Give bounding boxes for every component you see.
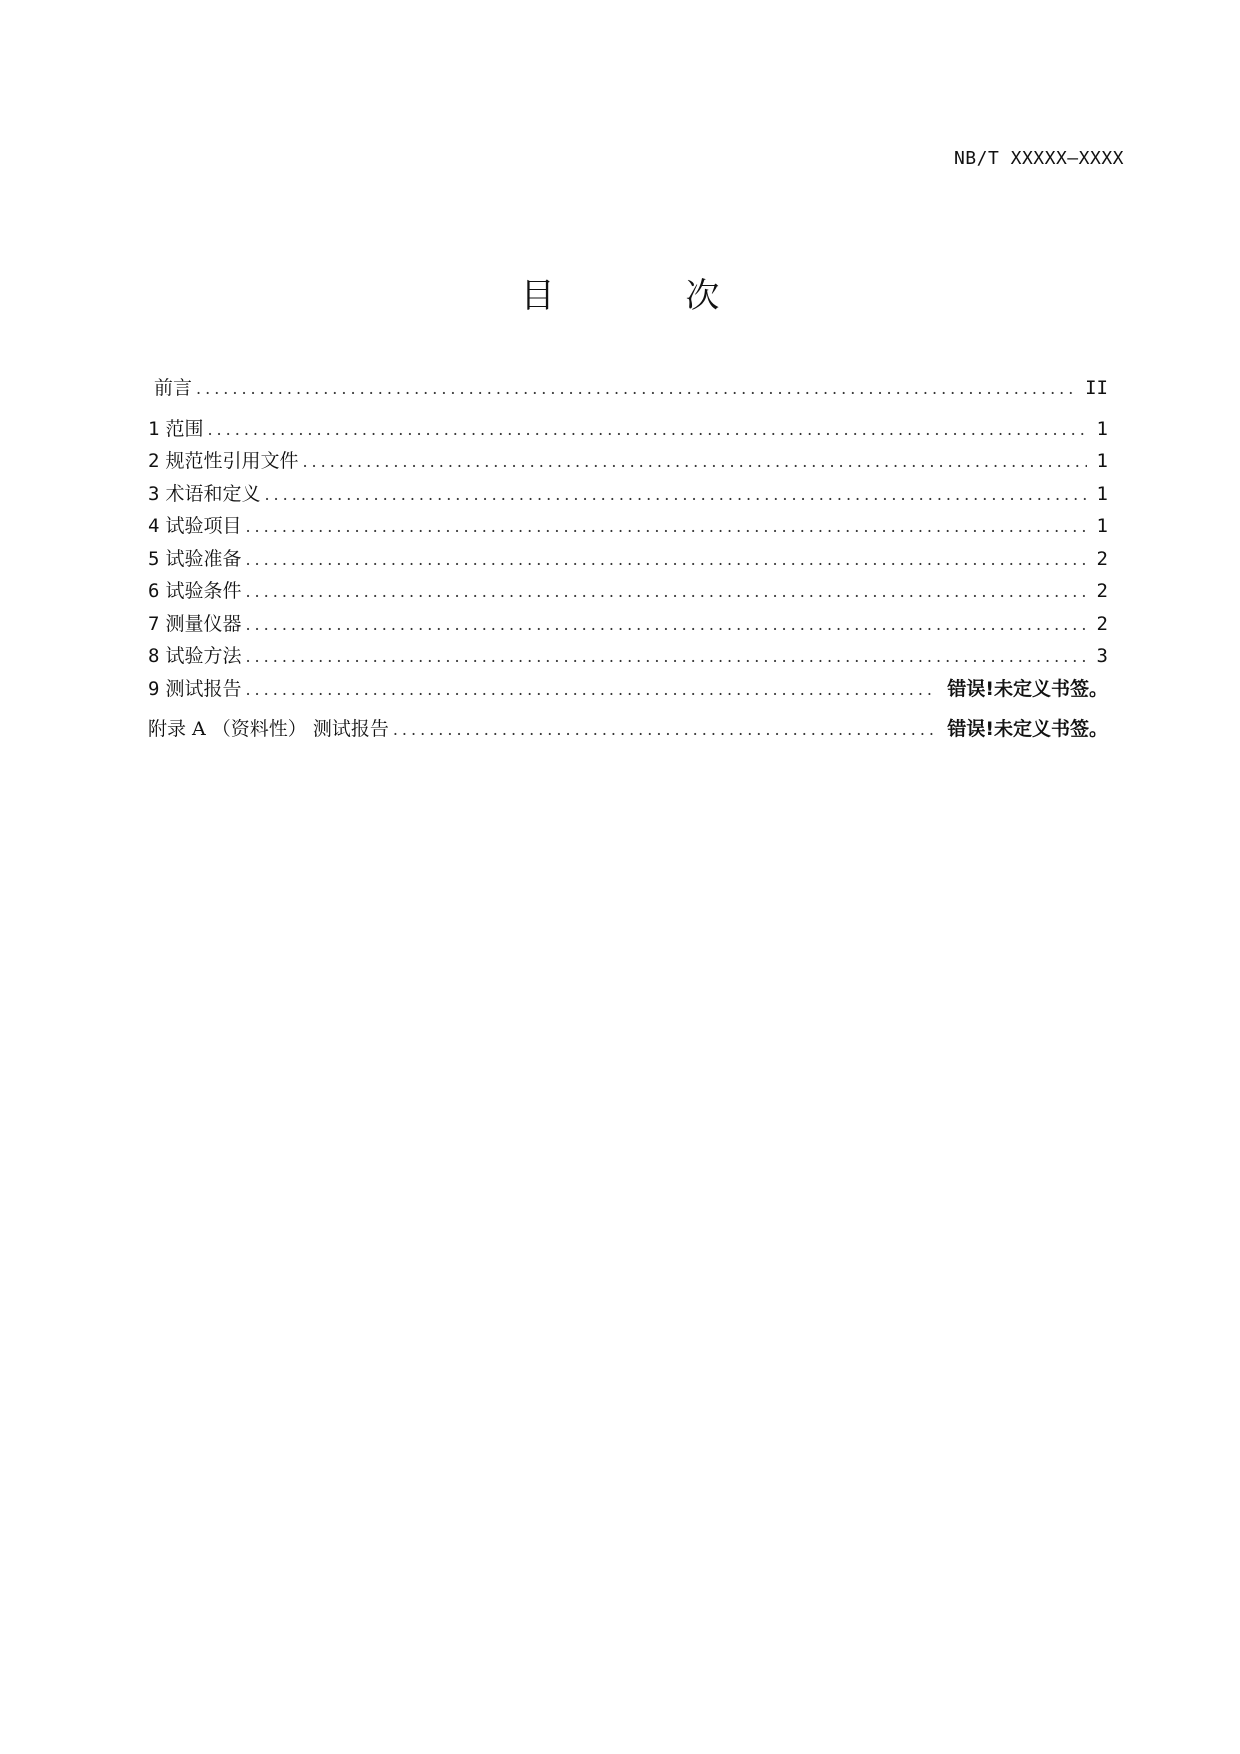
toc-leader-dots (245, 544, 1086, 577)
toc-entry-foreword[interactable] (148, 372, 1108, 405)
toc-entry-measuring-instruments[interactable] (148, 608, 1108, 641)
toc-entry-page: 2 (1096, 547, 1108, 570)
toc-entry-test-conditions[interactable] (148, 575, 1108, 608)
toc-entry-label: 测试报告 (165, 677, 242, 700)
toc-entry-page: 1 (1096, 482, 1108, 505)
toc-leader-dots (245, 511, 1086, 544)
toc-entry-label: 术语和定义 (165, 482, 261, 505)
toc-leader-dots (245, 674, 937, 707)
toc-leader-dots (393, 714, 937, 747)
toc-entry-number: 8 (148, 645, 160, 667)
toc-entry-number: 7 (148, 612, 160, 635)
toc-entry-number: 9 (148, 677, 160, 700)
toc-entry-terms-definitions[interactable] (148, 478, 1108, 511)
toc-leader-dots (207, 414, 1086, 447)
toc-entry-test-preparation[interactable] (148, 543, 1108, 576)
toc-entry-label: 试验项目 (165, 515, 242, 537)
toc-entry-label: 试验条件 (165, 580, 242, 602)
toc-entry-test-methods[interactable] (148, 640, 1108, 673)
toc-leader-dots (302, 446, 1086, 479)
toc-entry-page: 1 (1096, 515, 1108, 537)
document-code: NB/T XXXXX—XXXX (953, 148, 1124, 169)
toc-leader-dots (196, 373, 1075, 406)
toc-entry-label: 测量仪器 (165, 612, 242, 635)
toc-entry-number: 3 (148, 482, 160, 505)
toc-entry-label: 规范性引用文件 (165, 450, 299, 472)
toc-leader-dots (245, 641, 1086, 674)
toc-entry-page: 1 (1096, 417, 1108, 440)
toc-entry-test-report[interactable] (148, 673, 1108, 706)
toc-entry-test-items[interactable] (148, 510, 1108, 543)
toc-entry-label: 试验方法 (165, 645, 242, 667)
toc-entry-number: 1 (148, 417, 160, 440)
page-title: 目 次 (520, 276, 780, 316)
toc-entry-page: 1 (1096, 450, 1108, 472)
toc-entry-page-error: 错误!未定义书签。 (947, 718, 1108, 740)
toc-entry-page: 2 (1096, 580, 1108, 602)
toc-entry-page: 2 (1096, 612, 1108, 635)
toc-entry-scope[interactable] (148, 413, 1108, 446)
toc-entry-normative-references[interactable] (148, 445, 1108, 478)
toc-leader-dots (245, 576, 1086, 609)
toc-entry-number: 6 (148, 580, 160, 602)
toc-entry-appendix-a[interactable] (148, 713, 1108, 746)
toc-leader-dots (245, 609, 1086, 642)
table-of-contents (148, 372, 1108, 746)
toc-entry-number: 5 (148, 547, 160, 570)
toc-entry-page: II (1085, 377, 1108, 399)
toc-entry-page-error: 错误!未定义书签。 (947, 677, 1108, 700)
toc-leader-dots (264, 479, 1086, 512)
toc-entry-page: 3 (1096, 645, 1108, 667)
toc-entry-label: 范围 (165, 417, 204, 440)
toc-entry-label: 前言 (154, 377, 193, 399)
toc-entry-number: 4 (148, 515, 160, 537)
toc-entry-number: 2 (148, 450, 160, 472)
toc-entry-label: 试验准备 (165, 547, 242, 570)
toc-entry-label: 附录 A （资料性） 测试报告 (148, 718, 389, 740)
